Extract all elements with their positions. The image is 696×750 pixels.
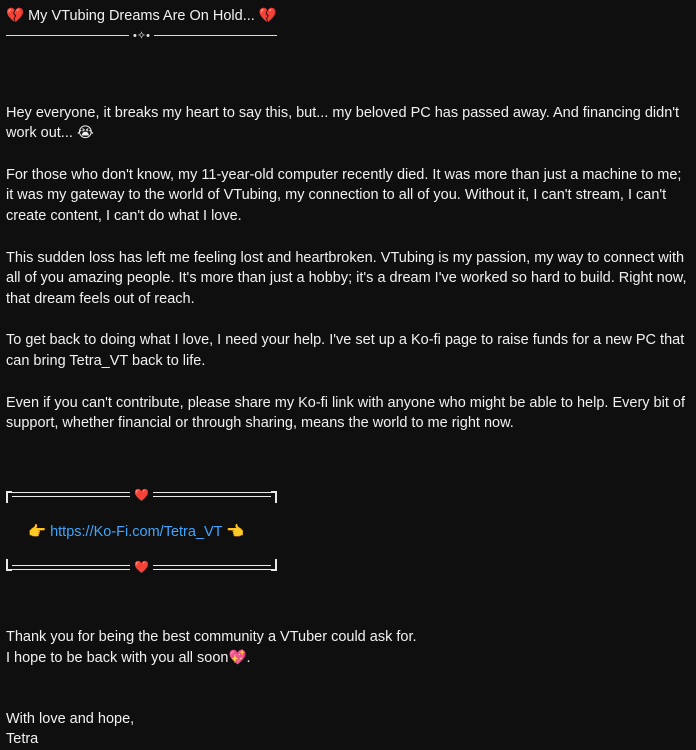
hope-line bbox=[6, 648, 690, 669]
hope-end: . bbox=[246, 649, 251, 666]
frame-bar bbox=[12, 492, 130, 497]
pointing-left-icon: 👈 bbox=[226, 523, 245, 540]
link-frame bbox=[6, 487, 277, 576]
frame-corner-top-right bbox=[271, 491, 277, 503]
paragraph-computer-died: For those who don't know, my 11-year-old computer recently died. It was more than just a machine to me; it was my gateway to the world of VTubing, my connection to all of you. Without it, I can't stream, I can't create content, I can't do what I love. bbox=[6, 166, 682, 224]
signoff-block bbox=[6, 709, 690, 750]
signoff-name: Tetra bbox=[6, 731, 39, 748]
frame-corner-bottom-right bbox=[271, 559, 277, 571]
pointing-right-icon: 👉 bbox=[28, 523, 47, 540]
signoff-line: With love and hope, bbox=[6, 710, 135, 727]
paragraph-passion: This sudden loss has left me feeling lost and heartbroken. VTubing is my passion, my way to connect with all of you amazing people. It's more than just a hobby; it's a dream I've worked so hard to build. Right now, that dream feels out of reach. bbox=[6, 249, 687, 307]
frame-top-border bbox=[6, 487, 277, 503]
frame-bar bbox=[153, 565, 271, 570]
heart-icon: ❤️ bbox=[134, 560, 149, 575]
divider-ornament: •✧• bbox=[133, 29, 150, 42]
divider-rule bbox=[6, 35, 129, 36]
title-divider bbox=[6, 27, 277, 45]
sparkling-heart-icon: 💖 bbox=[228, 649, 247, 666]
kofi-link-line bbox=[28, 522, 277, 543]
paragraph-intro: Hey everyone, it breaks my heart to say this, but... my beloved PC has passed away. And financing didn't work out... 😭 bbox=[6, 104, 680, 142]
post-body bbox=[6, 6, 690, 750]
frame-bar bbox=[12, 565, 130, 570]
thanks-block bbox=[6, 627, 690, 668]
post-title: My VTubing Dreams Are On Hold... bbox=[28, 8, 255, 24]
thanks-line: Thank you for being the best community a VTuber could ask for. bbox=[6, 629, 417, 646]
paragraph-help: To get back to doing what I love, I need your help. I've set up a Ko-fi page to raise funds for a new PC that can bring Tetra_VT back to life. bbox=[6, 332, 685, 369]
broken-heart-icon: 💔 bbox=[258, 8, 277, 24]
heart-icon: ❤️ bbox=[134, 487, 149, 502]
kofi-link[interactable]: https://Ko-Fi.com/Tetra_VT bbox=[50, 523, 223, 540]
frame-bar bbox=[153, 492, 271, 497]
broken-heart-icon: 💔 bbox=[6, 8, 25, 24]
divider-rule bbox=[154, 35, 277, 36]
frame-bottom-border bbox=[6, 559, 277, 575]
paragraph-share: Even if you can't contribute, please share my Ko-fi link with anyone who might be able to help. Every bit of support, whether financial or through sharing, means the world to me right now. bbox=[6, 394, 685, 432]
hope-text: I hope to be back with you all soon bbox=[6, 649, 229, 666]
post-title-line bbox=[6, 6, 690, 27]
